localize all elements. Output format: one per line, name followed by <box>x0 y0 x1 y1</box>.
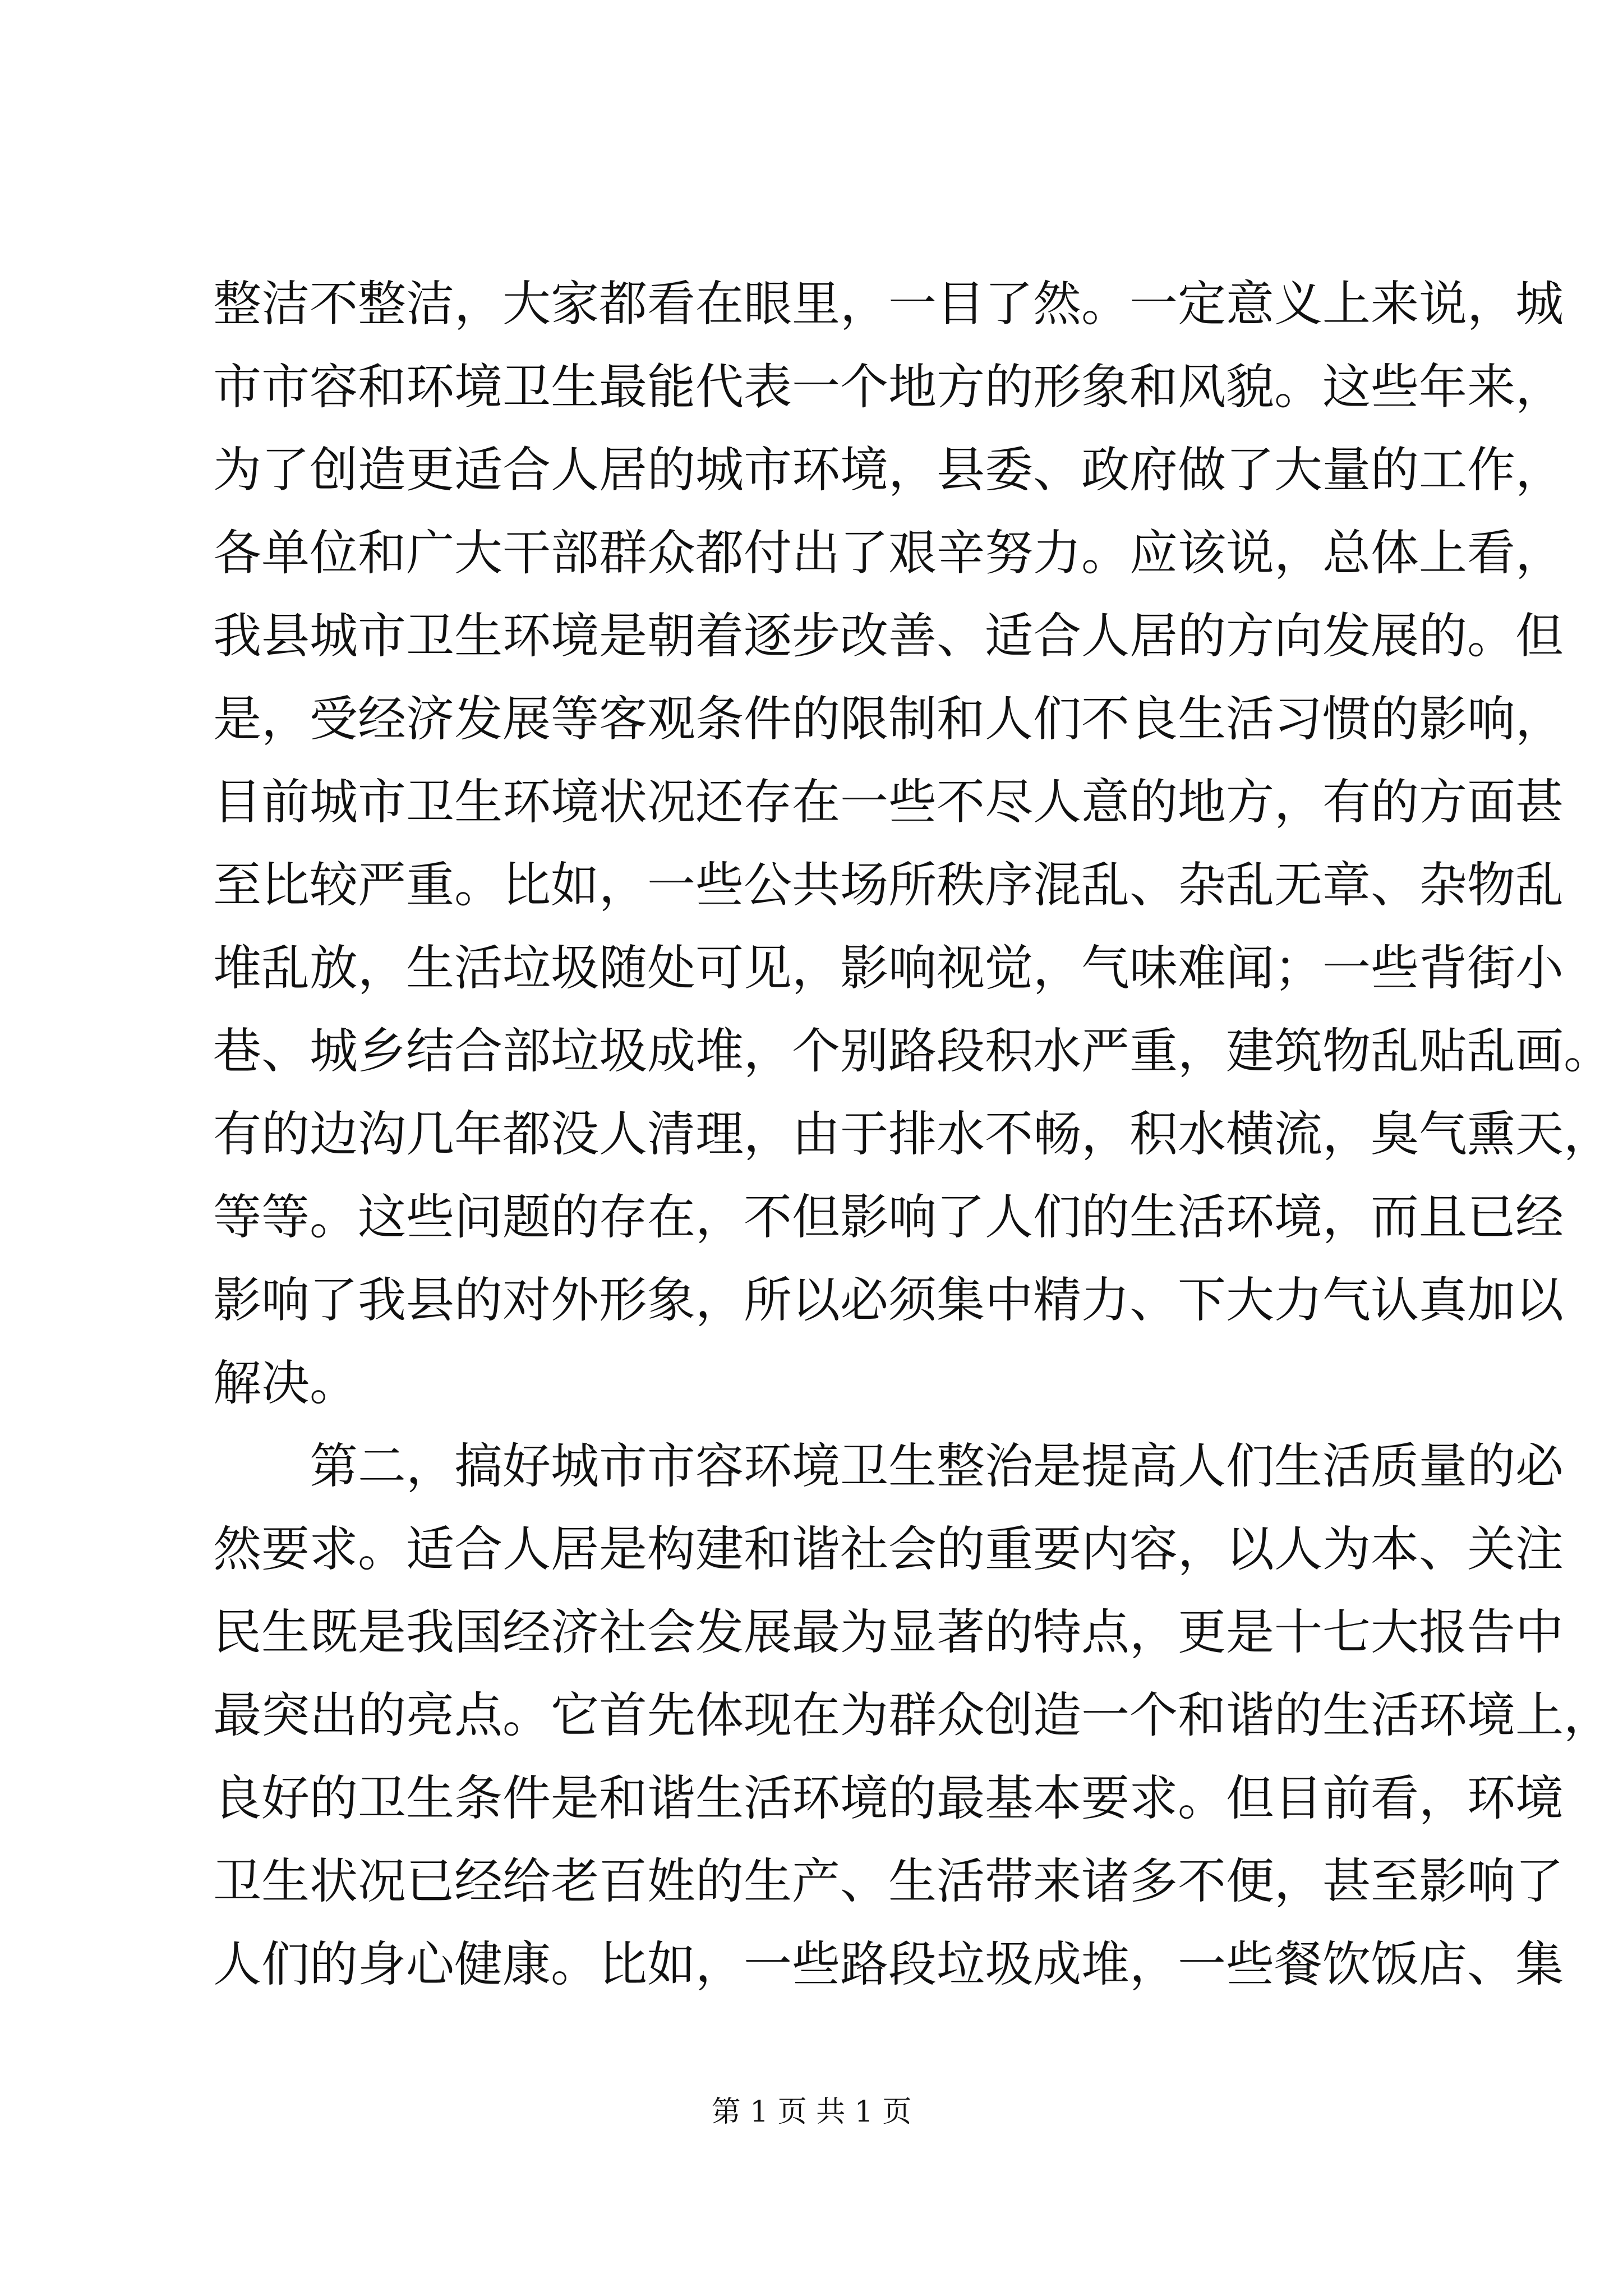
text-line: 第二，搞好城市市容环境卫生整治是提高人们生活质量的必 <box>310 1438 1564 1494</box>
text-line: 有的边沟几年都没人清理，由于排水不畅，积水横流，臭气熏天， <box>213 1106 1612 1162</box>
body-text <box>213 263 1612 2006</box>
page-footer <box>0 2092 1623 2132</box>
text-line: 良好的卫生条件是和谐生活环境的最基本要求。但目前看，环境 <box>213 1770 1564 1826</box>
page-number: 第 1 页 共 1 页 <box>711 2095 912 2129</box>
text-line: 民生既是我国经济社会发展最为显著的特点，更是十七大报告中 <box>213 1604 1564 1660</box>
text-line: 影响了我县的对外形象，所以必须集中精力、下大力气认真加以 <box>213 1272 1564 1328</box>
text-line: 至比较严重。比如，一些公共场所秩序混乱、杂乱无章、杂物乱 <box>213 857 1564 913</box>
text-line: 卫生状况已经给老百姓的生产、生活带来诸多不便，甚至影响了 <box>213 1853 1564 1910</box>
text-line: 最突出的亮点。它首先体现在为群众创造一个和谐的生活环境上， <box>213 1687 1612 1743</box>
text-line: 为了创造更适合人居的城市环境，县委、政府做了大量的工作， <box>213 442 1564 498</box>
text-line: 堆乱放，生活垃圾随处可见，影响视觉，气味难闻；一些背街小 <box>213 940 1564 996</box>
text-line: 各单位和广大干部群众都付出了艰辛努力。应该说，总体上看， <box>213 525 1564 581</box>
text-line: 整洁不整洁，大家都看在眼里，一目了然。一定意义上来说，城 <box>213 276 1564 332</box>
text-line: 是，受经济发展等客观条件的限制和人们不良生活习惯的影响， <box>213 691 1564 747</box>
text-line: 等等。这些问题的存在，不但影响了人们的生活环境，而且已经 <box>213 1189 1564 1245</box>
text-line: 人们的身心健康。比如，一些路段垃圾成堆，一些餐饮饭店、集 <box>213 1936 1564 1993</box>
text-line: 解决。 <box>213 1355 358 1411</box>
text-line: 我县城市卫生环境是朝着逐步改善、适合人居的方向发展的。但 <box>213 608 1564 664</box>
text-line: 目前城市卫生环境状况还存在一些不尽人意的地方，有的方面甚 <box>213 774 1564 830</box>
text-line: 市市容和环境卫生最能代表一个地方的形象和风貌。这些年来， <box>213 359 1564 415</box>
text-line: 巷、城乡结合部垃圾成堆，个别路段积水严重，建筑物乱贴乱画。 <box>213 1023 1612 1079</box>
text-line: 然要求。适合人居是构建和谐社会的重要内容，以人为本、关注 <box>213 1521 1564 1577</box>
